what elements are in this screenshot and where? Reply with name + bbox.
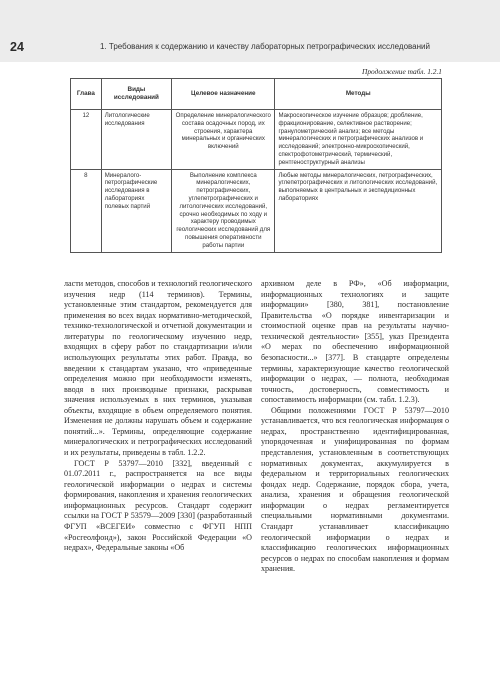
header-kind: Виды исследований	[101, 79, 171, 110]
header-purpose: Целевое назначение	[172, 79, 275, 110]
left-text-column	[64, 279, 252, 554]
table-row	[71, 169, 442, 252]
cell-kind: Минералого-петрографические исследования в лабораториях полевых партий	[101, 169, 171, 252]
cell-purpose: Выполнение комплекса минералогических, петрографических, углепетрографических и литологических исследований, срочно необходимых по ходу и характеру проводимых геологических исследований для повышения оперативности работы партии	[172, 169, 275, 252]
page-number: 24	[10, 40, 24, 54]
methods-table	[70, 78, 442, 253]
paragraph: Общими положениями ГОСТ Р 53797—2010 устанавливается, что вся геологическая информация о недрах, пространственно идентифицированная, упорядоченная и унифицированная по формам представления, установленным в соответствующих нормативных документах, аккумулируется в федеральном и территориальных геологических фондах недр. Содержание, порядок сбора, учета, анализа, хранения и обращения геологической информации о недрах регламентируется специальными нормативными документами. Стандарт устанавливает классификацию геологической информации о недрах и классификацию геологических информационных ресурсов о недрах по способам накопления и формам хранения.	[261, 405, 449, 574]
cell-methods: Макроскопическое изучение образцов; дробление, фракционирование, селективное растворение; гранулометрический анализ; все методы минералогических и петрографических анализов и исследований; электронно-микроскопический, спектрофотометрический, термический, рентгеноструктурный анализы	[275, 110, 442, 170]
table-header-row	[71, 79, 442, 110]
right-text-column	[261, 279, 449, 575]
page-header	[0, 0, 500, 62]
cell-methods: Любые методы минералогических, петрографических, углепетрографических и литологических исследований, выполняемых в центральных и экспедиционных лабораториях	[275, 169, 442, 252]
header-methods: Методы	[275, 79, 442, 110]
cell-kind: Литологические исследования	[101, 110, 171, 170]
header-chapter: Глава	[71, 79, 102, 110]
cell-chapter: 8	[71, 169, 102, 252]
paragraph: ласти методов, способов и технологий геологического изучения недр (114 терминов). Термины, установленные этим стандартом, рекомендуется для применения во всех видах нормативно-методической, технико-технологической и отчетной документации и литературы по геологическому изучению недр, входящих в сферу работ по стандартизации и/или использующих результаты этих работ. Правда, во введении к стандартам указано, что «приведенные определения можно при необходимости изменять, вводя в них производные признаки, раскрывая значения используемых в них терминов, указывая объекты, входящие в объем определяемого понятия. Изменения не должны нарушать объем и содержание понятий...». Термины, определяющие содержание минералогических и петрографических исследований и их результаты, приведены в табл. 1.2.2.	[64, 279, 252, 457]
table-row	[71, 110, 442, 170]
running-title: 1. Требования к содержанию и качеству лабораторных петрографических исследований	[100, 42, 430, 51]
cell-chapter: 12	[71, 110, 102, 170]
paragraph: ГОСТ Р 53797—2010 [332], введенный с 01.07.2011 г., распространяется на все виды геологической информации о недрах и системы формирования, накопления и хранения геологических информационных ресурсов. Стандарт содержит ссылки на ГОСТ Р 53579—2009 [330] (разработанный ФГУП «ВСЕГЕИ» совместно с ФГУП НПП «Росгеолфонд»), закон Российской Федерации «О недрах», Федеральные законы «Об	[64, 458, 252, 553]
table-continuation-label: Продолжение табл. 1.2.1	[361, 67, 442, 76]
cell-purpose: Определение минералогического состава осадочных пород, их строения, характера минеральных и органических включений	[172, 110, 275, 170]
paragraph: архивном деле в РФ», «Об информации, информационных технологиях и защите информации» [380, 381], постановление Правительства «О порядке инвентаризации и стоимостной оценке прав на результаты научно-технической деятельности» [355], указ Президента «О мерах по обеспечению информационной безопасности...» [377]. В стандарте определены термины, характеризующие качество геологической информации о недрах, — полнота, необходимая точность, достоверность, совместимость и сопоставимость информации (см. табл. 1.2.3).	[261, 279, 449, 405]
